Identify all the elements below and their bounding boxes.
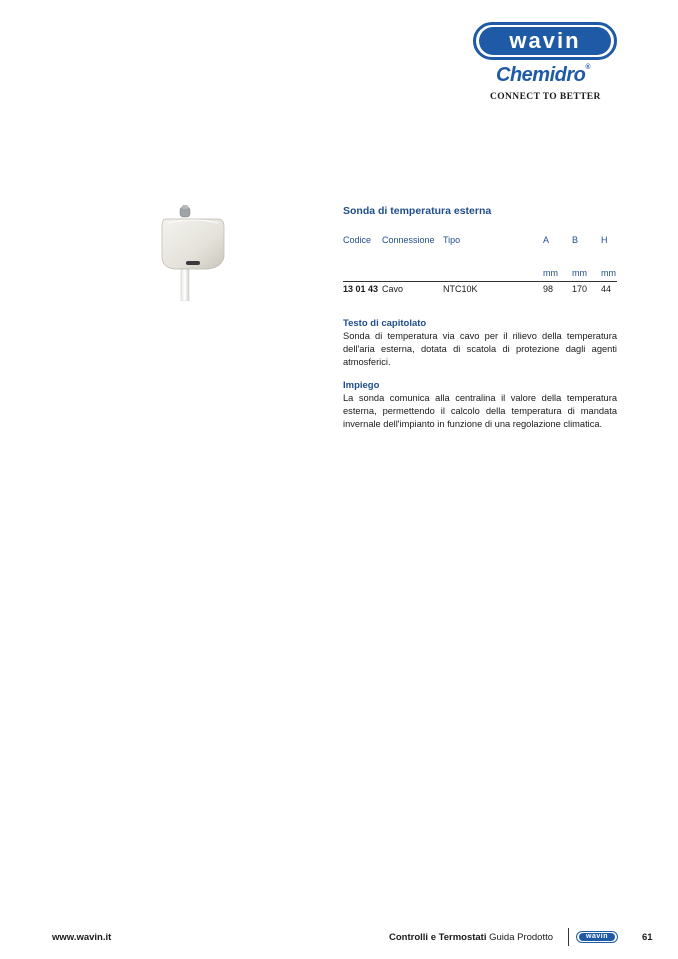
column-header-a: A <box>543 235 550 245</box>
enclosure-label <box>186 261 200 265</box>
unit-a: mm <box>543 268 558 278</box>
unit-h: mm <box>601 268 616 278</box>
registered-mark: ® <box>585 64 591 71</box>
footer-url[interactable]: www.wavin.it <box>52 932 112 943</box>
chemidro-logo <box>496 64 596 87</box>
column-header-type: Tipo <box>443 235 461 245</box>
cell-h: 44 <box>601 284 612 294</box>
footer-divider <box>568 928 569 946</box>
page-number: 61 <box>642 932 653 943</box>
column-header-code: Codice <box>343 235 372 245</box>
footer-section-rest: Guida Prodotto <box>489 932 554 943</box>
table-divider <box>343 281 617 282</box>
cell-b: 170 <box>572 284 588 294</box>
cell-code: 13 01 43 <box>343 284 379 294</box>
cable-conduit <box>181 265 189 301</box>
wavin-logo <box>473 22 617 60</box>
column-header-h: H <box>601 235 608 245</box>
footer-section-title <box>389 932 553 943</box>
product-title: Sonda di temperatura esterna <box>343 205 492 217</box>
usage-heading: Impiego <box>343 380 380 391</box>
spec-text: Sonda di temperatura via cavo per il rilievo della temperatura dell'aria esterna, dotata di scatola di protezione dagli agenti atmosferici. <box>343 331 617 367</box>
unit-b: mm <box>572 268 587 278</box>
chemidro-logo-text: Chemidro <box>496 64 586 86</box>
brand-tagline: CONNECT TO BETTER <box>490 92 601 102</box>
usage-text: La sonda comunica alla centralina il valore della temperatura esterna, permettendo il calcolo della temperatura di mandata invernale dell'impianto in funzione di una regolazione climatica. <box>343 393 617 429</box>
cell-connection: Cavo <box>382 284 404 294</box>
footer-wavin-logo <box>576 931 618 943</box>
column-header-b: B <box>572 235 579 245</box>
footer-logo-text: wavin <box>579 933 615 941</box>
spec-heading: Testo di capitolato <box>343 318 427 329</box>
footer-section-bold: Controlli e Termostati <box>389 932 487 943</box>
product-photo <box>152 205 232 301</box>
wavin-logo-text: wavin <box>479 27 611 55</box>
column-header-connection: Connessione <box>382 235 435 245</box>
cell-a: 98 <box>543 284 554 294</box>
cell-type: NTC10K <box>443 284 478 294</box>
